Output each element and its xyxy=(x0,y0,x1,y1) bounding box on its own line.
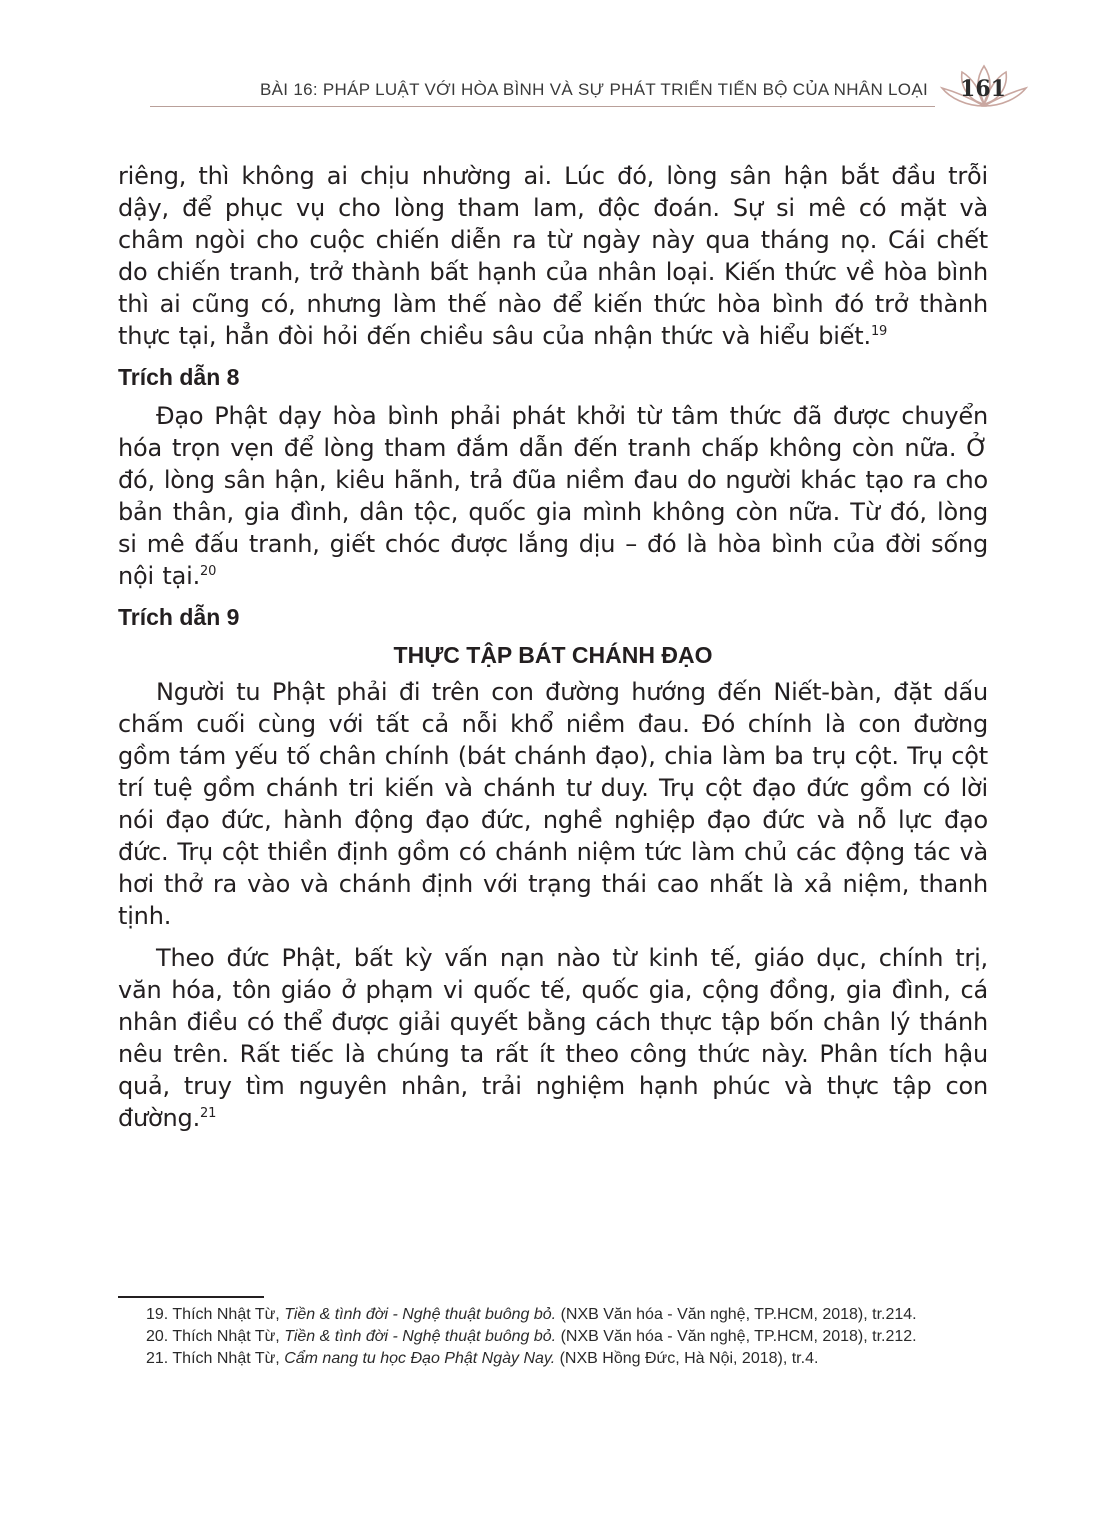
footnote-separator xyxy=(118,1296,264,1298)
footnote-19: 19. Thích Nhật Từ, Tiền & tình đời - Nghệ thuật buông bỏ. (NXB Văn hóa - Văn nghệ, TP.HCM, 2018), tr.214. xyxy=(146,1306,917,1323)
footnote-21: 21. Thích Nhật Từ, Cẩm nang tu học Đạo Phật Ngày Nay. (NXB Hồng Đức, Hà Nội, 2018), tr.4. xyxy=(146,1350,819,1367)
footnote-ref-20: 20 xyxy=(200,564,217,579)
quote-9-paragraph-2: Theo đức Phật, bất kỳ vấn nạn nào từ kinh tế, giáo dục, chính trị, văn hóa, tôn giáo ở phạm vi quốc tế, quốc gia, cộng đồng, gia đình, cá nhân điều có thể được giải quyết bằng cách thực tập bốn chân lý thánh nêu trên. Rất tiếc là chúng ta rất ít theo công thức này. Phân tích hậu quả, truy tìm nguyên nhân, trải nghiệm hạnh phúc và thực tập con đường.$^{21}$ xyxy=(118,944,988,1132)
section-title: THỰC TẬP BÁT CHÁNH ĐẠO xyxy=(393,642,713,668)
footnote-ref-19: 19 xyxy=(870,324,888,339)
running-header xyxy=(150,74,1040,114)
page-body xyxy=(118,160,988,1144)
footnote-20: 20. Thích Nhật Từ, Tiền & tình đời - Nghệ thuật buông bỏ. (NXB Văn hóa - Văn nghệ, TP.HCM, 2018), tr.212. xyxy=(146,1328,917,1345)
footnotes xyxy=(118,1304,988,1370)
header-rule xyxy=(150,106,935,107)
footnote-ref-21: 21 xyxy=(200,1106,217,1121)
quote-8-paragraph: Đạo Phật dạy hòa bình phải phát khởi từ tâm thức đã được chuyển hóa trọn vẹn để lòng tham đắm dẫn đến tranh chấp không còn nữa. Ở đó, lòng sân hận, kiêu hãnh, trả đũa niềm đau do người khác tạo ra cho bản thân, gia đình, dân tộc, quốc gia mình không còn nữa. Từ đó, lòng si mê đấu tranh, giết chóc được lắng dịu – đó là hòa bình của đời sống nội tại.$^{20}$ xyxy=(118,402,988,590)
quote-heading-8: Trích dẫn 8 xyxy=(118,364,240,390)
quote-heading-9: Trích dẫn 9 xyxy=(118,604,240,630)
quote-9-paragraph-1: Người tu Phật phải đi trên con đường hướng đến Niết-bàn, đặt dấu chấm cuối cùng với tất cả nỗi khổ niềm đau. Đó chính là con đường gồm tám yếu tố chân chính (bát chánh đạo), chia làm ba trụ cột. Trụ cột trí tuệ gồm chánh tri kiến và chánh tư duy. Trụ cột đạo đức gồm có lời nói đạo đức, hành động đạo đức, nghề nghiệp đạo đức và nỗ lực đạo đức. Trụ cột thiền định gồm có chánh niệm tức làm chủ các động tác và hơi thở ra vào và chánh định với trạng thái cao nhất là xả niệm, thanh tịnh. xyxy=(118,678,988,930)
page-number: 161 xyxy=(960,76,1006,102)
paragraph-continued: riêng, thì không ai chịu nhường ai. Lúc đó, lòng sân hận bắt đầu trỗi dậy, để phục vụ cho lòng tham lam, độc đoán. Sự si mê có mặt và châm ngòi cho cuộc chiến diễn ra từ ngày này qua tháng nọ. Cái chết do chiến tranh, trở thành bất hạnh của nhân loại. Kiến thức về hòa bình thì ai cũng có, nhưng làm thế nào để kiến thức hòa bình đó trở thành thực tại, hẳn đòi hỏi đến chiều sâu của nhận thức và hiểu biết.$^{19}$ xyxy=(118,162,988,350)
chapter-title: BÀI 16: PHÁP LUẬT VỚI HÒA BÌNH VÀ SỰ PHÁT TRIỂN TIẾN BỘ CỦA NHÂN LOẠI xyxy=(260,80,928,99)
